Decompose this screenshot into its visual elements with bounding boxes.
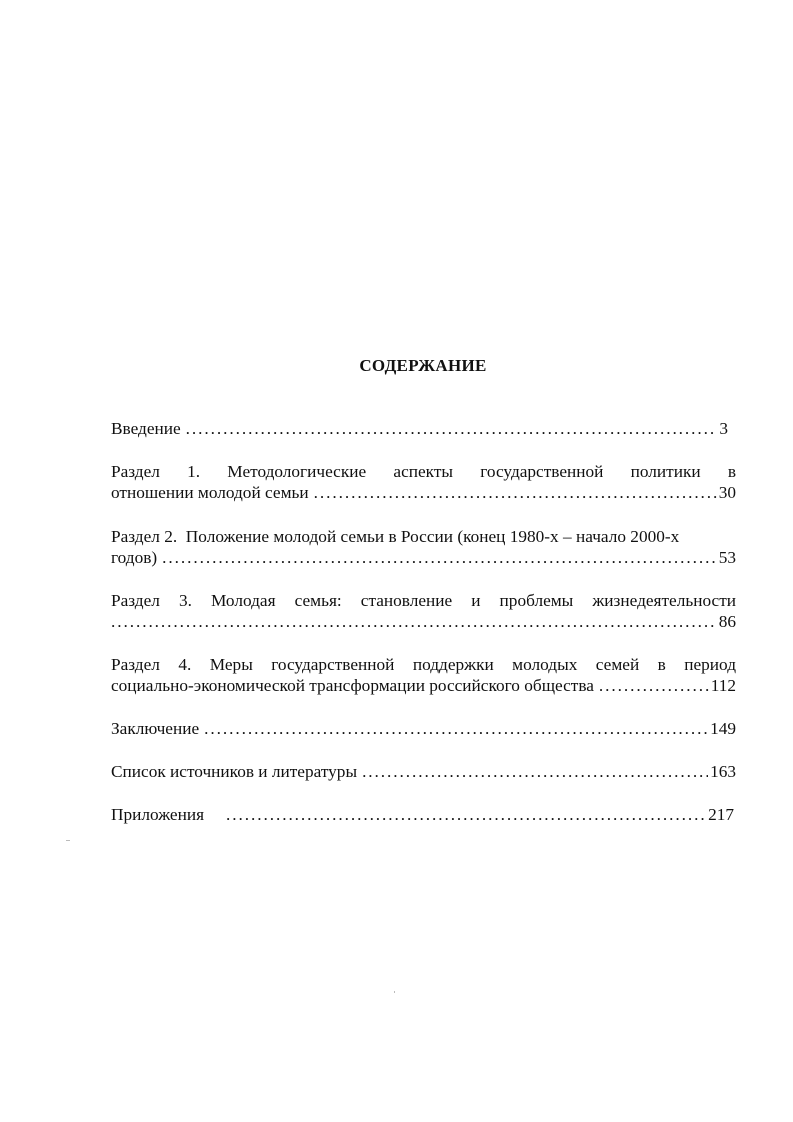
dot-leader bbox=[186, 418, 718, 439]
toc-entry-label: Введение bbox=[111, 419, 181, 438]
toc-page-number: 3 bbox=[719, 419, 728, 438]
toc-entry-appendices[interactable] bbox=[111, 804, 736, 825]
toc-entry-bibliography[interactable] bbox=[111, 761, 736, 782]
toc-entry-section-2[interactable] bbox=[111, 526, 736, 568]
dot-leader bbox=[204, 718, 708, 739]
toc-entry-label: Заключение bbox=[111, 719, 200, 738]
toc-entry-label-line: Раздел 1. Методологические аспекты государственной политики в bbox=[111, 462, 736, 481]
scan-artifact bbox=[394, 991, 395, 993]
dot-leader bbox=[362, 761, 708, 782]
toc-entry-section-3[interactable] bbox=[111, 590, 736, 632]
toc-entry-label: Список источников и литературы bbox=[111, 762, 358, 781]
toc-entry-label: годов) bbox=[111, 548, 158, 567]
page-title: СОДЕРЖАНИЕ bbox=[359, 356, 487, 375]
toc-entry-label: социально-экономической трансформации российского общества bbox=[111, 676, 594, 695]
toc-entry-conclusion[interactable] bbox=[111, 718, 736, 739]
dot-leader bbox=[314, 482, 717, 503]
toc-page-number: 86 bbox=[718, 612, 736, 631]
toc-entry-label-line: Раздел 3. Молодая семья: становление и проблемы жизнедеятельности bbox=[111, 591, 736, 610]
toc-entry-section-1[interactable] bbox=[111, 461, 736, 503]
toc-entry-label-line: Раздел 4. Меры государственной поддержки молодых семей в период bbox=[111, 655, 736, 674]
dot-leader bbox=[162, 547, 717, 568]
toc-page-number: 30 bbox=[718, 483, 736, 502]
toc-entry-label: Приложения bbox=[111, 805, 205, 824]
toc-page-number: 53 bbox=[718, 548, 736, 567]
dot-leader bbox=[599, 675, 709, 696]
scan-artifact bbox=[66, 840, 70, 841]
toc-page-number: 149 bbox=[710, 719, 736, 738]
toc-entry-introduction[interactable] bbox=[111, 418, 736, 439]
toc-page-number: 217 bbox=[708, 805, 734, 824]
toc-entry-section-4[interactable] bbox=[111, 654, 736, 696]
toc-entry-label: отношении молодой семьи bbox=[111, 483, 309, 502]
toc-page-number: 112 bbox=[710, 676, 736, 695]
toc-page-number: 163 bbox=[710, 762, 736, 781]
dot-leader bbox=[111, 611, 717, 632]
dot-leader bbox=[226, 804, 706, 825]
toc-entry-label-line: Раздел 2. Положение молодой семьи в России (конец 1980-х – начало 2000-х bbox=[111, 527, 680, 546]
